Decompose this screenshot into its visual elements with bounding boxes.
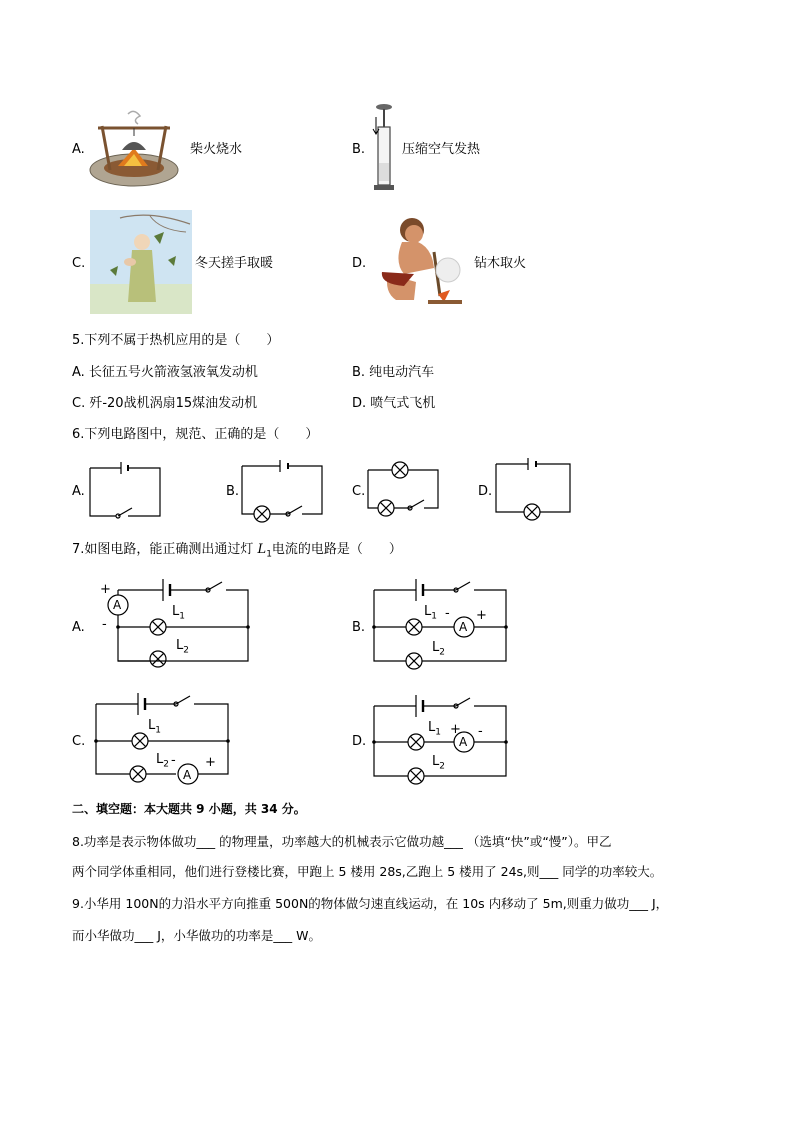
q5-option-a: A. 长征五号火箭液氢液氧发动机: [72, 365, 258, 380]
q6-circuit-d: [494, 456, 574, 520]
q7-option-c-letter: C.: [72, 734, 86, 749]
q7-option-b-letter: B.: [352, 620, 366, 635]
q7-option-a-letter: A.: [72, 620, 85, 635]
q6-option-a-letter: A.: [72, 484, 85, 499]
q5-option-b: B. 纯电动汽车: [352, 365, 435, 380]
q7-b-ammeter: A: [459, 620, 468, 634]
q7-d-plus: +: [450, 722, 461, 737]
q7-c-minus: -: [171, 753, 176, 768]
q7-option-d-letter: D.: [352, 734, 367, 749]
option-b-letter: B.: [352, 142, 366, 157]
q7-b-lamp1: $L_1$: [424, 604, 437, 622]
option-c-letter: C.: [72, 256, 86, 271]
q7-a-minus: -: [102, 617, 107, 632]
q7-c-plus: +: [205, 755, 216, 770]
q7-b-lamp2: $L_2$: [432, 640, 445, 658]
option-c-label: 冬天搓手取暖: [195, 256, 274, 271]
q7-a-ammeter: A: [113, 598, 122, 612]
q9-line1: 9.小华用 100N的力沿水平方向推重 500N的物体做匀速直线运动，在 10s 内移动了 5m,则重力做功___ J，: [72, 896, 669, 911]
option-b-label: 压缩空气发热: [402, 142, 481, 157]
rubbing-hands-winter-illustration: [90, 210, 192, 314]
q6-option-d-letter: D.: [478, 484, 493, 499]
q6-circuit-b: [240, 456, 324, 520]
q7-stem: [72, 542, 402, 563]
q7-c-lamp1: $L_1$: [148, 718, 161, 736]
q7-stem-text: 7.如图电路，能正确测出通过灯: [72, 542, 258, 557]
option-a-label: 柴火烧水: [190, 142, 243, 157]
q7-stem-lamp-sub: 1: [266, 549, 272, 560]
campfire-kettle-illustration: [88, 108, 180, 188]
section-heading-fill-in: 二、填空题：本大题共 9 小题，共 34 分。: [72, 802, 306, 816]
option-a-letter: A.: [72, 142, 85, 157]
q7-b-minus: -: [445, 606, 450, 621]
q9-line2: 而小华做功___ J，小华做功的功率是___ W。: [72, 928, 321, 943]
q7-c-ammeter: A: [183, 768, 192, 782]
q7-d-lamp1: $L_1$: [428, 720, 441, 738]
q7-d-minus: -: [478, 724, 483, 739]
q7-d-ammeter: A: [459, 735, 468, 749]
q7-a-plus: +: [100, 582, 111, 597]
q6-option-c-letter: C.: [352, 484, 366, 499]
option-d-label: 钻木取火: [474, 256, 527, 271]
q6-option-b-letter: B.: [226, 484, 240, 499]
option-d-letter: D.: [352, 256, 367, 271]
q7-b-plus: +: [476, 608, 487, 623]
drilling-wood-fire-illustration: [374, 212, 470, 310]
q7-a-lamp1: $L_1$: [172, 604, 185, 622]
air-compression-tube-illustration: [370, 103, 398, 193]
q5-option-d: D. 喷气式飞机: [352, 396, 436, 411]
q7-a-lamp2: $L_2$: [176, 638, 189, 656]
q5-stem: 5.下列不属于热机应用的是（ ）: [72, 333, 280, 348]
q8-line1: 8.功率是表示物体做功___ 的物理量，功率越大的机械表示它做功越___ （选填“快”或“慢”）。甲乙: [72, 834, 612, 849]
q7-c-lamp2: $L_2$: [156, 752, 169, 770]
q6-stem: 6.下列电路图中，规范、正确的是（ ）: [72, 427, 319, 442]
q7-stem-text-post: 电流的电路是（ ）: [271, 542, 402, 557]
q7-stem-lamp-var: L: [257, 542, 267, 557]
q5-option-c: C. 歼-20战机涡扇15煤油发动机: [72, 396, 258, 411]
q6-circuit-c: [366, 456, 442, 522]
q6-circuit-a: [88, 458, 164, 522]
q8-line2: 两个同学体重相同，他们进行登楼比赛，甲跑上 5 楼用 28s,乙跑上 5 楼用了 24s,则___ 同学的功率较大。: [72, 864, 663, 879]
q7-d-lamp2: $L_2$: [432, 754, 445, 772]
